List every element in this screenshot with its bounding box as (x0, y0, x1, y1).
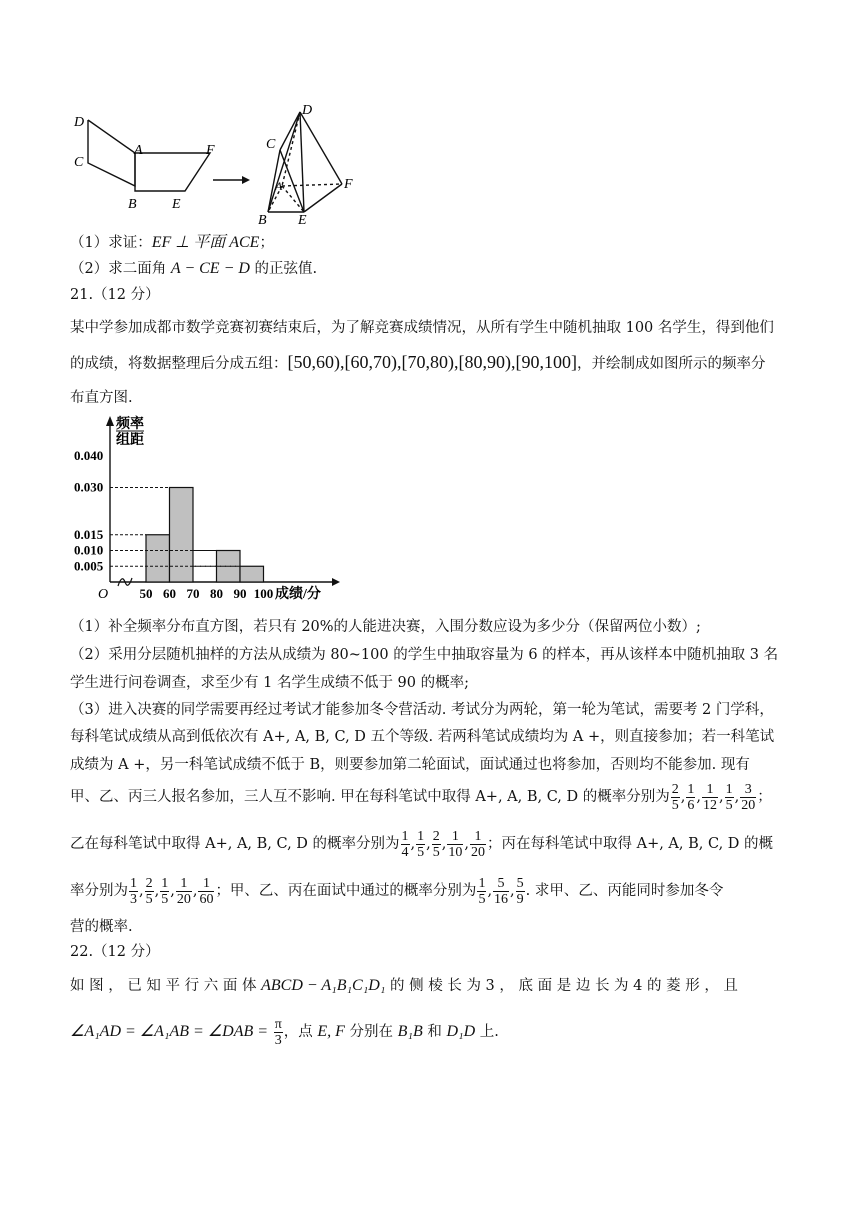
q21-intro-line1: 某中学参加成都市数学竞赛初赛结束后，为了解竞赛成绩情况，从所有学生中随机抽取 100 名学生，得到他们 (70, 320, 774, 336)
x-tick-label: 90 (233, 586, 247, 601)
jia-fraction (702, 782, 718, 813)
q22-number: 22.（12 分） (70, 944, 160, 960)
bing-fraction-numerator: 1 (198, 876, 214, 892)
y-tick-label: 0.010 (74, 542, 104, 558)
axis-break-icon (118, 578, 132, 586)
q20-part2-text: （2）求二面角 (70, 261, 167, 277)
q21-sub3-interview-text: ；甲、乙、丙在面试中通过的概率分别为 (215, 883, 477, 899)
bing-fraction-denominator: 20 (176, 891, 191, 907)
yi-fraction (447, 829, 463, 860)
interview-probabilities (476, 875, 525, 907)
q21-sub3-line4 (70, 775, 772, 819)
q22-line1-b: 的 侧 棱 长 为 3 ， 底 面 是 边 长 为 4 的 菱 形 ， 且 (390, 978, 738, 994)
interview-fraction-denominator: 5 (478, 891, 486, 907)
right-label-f: F (344, 177, 353, 192)
q22-line2-d: 分别在 (349, 1024, 394, 1040)
comma: , (154, 883, 160, 899)
jia-fraction-denominator: 5 (725, 797, 733, 813)
q20-part1-end: ； (259, 235, 274, 251)
q21-sub2-line2: 学生进行问卷调查，求至少有 1 名学生成绩不低于 90 的概率; (70, 675, 469, 691)
x-tick-label: 80 (210, 586, 223, 601)
x-axis-arrow-icon (332, 578, 340, 586)
jia-fraction (725, 782, 734, 813)
q20-part2-end: 的正弦值. (254, 261, 318, 277)
frequency-histogram (70, 414, 340, 604)
comma: , (718, 789, 724, 805)
right-label-e: E (298, 213, 307, 228)
comma: , (410, 836, 416, 852)
interview-fraction (493, 876, 509, 907)
jia-fraction-denominator: 20 (741, 797, 756, 813)
fold-arrow-icon (213, 176, 250, 184)
y-tick-label: 0.015 (74, 526, 104, 542)
jia-fraction-numerator: 1 (725, 781, 733, 797)
x-axis-label: 成绩/分 (275, 587, 321, 602)
yi-fraction-denominator: 5 (432, 844, 440, 860)
q22-angle-value (274, 1017, 283, 1048)
jia-probabilities (670, 781, 757, 813)
bing-fraction-denominator: 5 (145, 891, 153, 907)
q22-edge-d1d: D₁D (446, 1023, 476, 1040)
comma: , (170, 883, 175, 899)
comma: , (734, 789, 740, 805)
left-label-b: B (128, 197, 137, 212)
jia-fraction (740, 782, 756, 813)
interview-fraction-denominator: 9 (516, 891, 524, 907)
yi-probabilities (400, 828, 487, 860)
yi-fraction-denominator: 5 (417, 844, 425, 860)
y-tick-label: 0.040 (74, 448, 104, 463)
bing-fraction-denominator: 3 (130, 891, 137, 907)
yi-fraction-denominator: 10 (448, 844, 463, 860)
q21-intro-2a: 的成绩，将数据整理后分成五组： (70, 356, 288, 372)
x-tick-label: 100 (253, 586, 274, 601)
q21-sub3-bing-text: 率分别为 (70, 883, 128, 899)
bing-fraction-numerator: 1 (130, 875, 137, 891)
origin-label: O (98, 587, 109, 602)
comma: , (192, 883, 198, 899)
q21-sub3-line3: 成绩为 A +，另一科笔试成绩不低于 B，则要参加第二轮面试，面试通过也将参加，否则均不能参加. 现有 (70, 757, 750, 773)
jia-fraction-denominator: 5 (671, 797, 679, 813)
q22-line2-f: 和 (427, 1024, 442, 1040)
q21-sub3-line7: 营的概率. (70, 919, 133, 935)
bing-fraction (129, 876, 138, 907)
q20-part1-math: EF ⊥ 平面 ACE (151, 234, 260, 251)
bing-fraction-numerator: 1 (176, 876, 192, 892)
jia-fraction-numerator: 3 (740, 782, 756, 798)
histogram-bar (146, 535, 170, 582)
jia-fraction-numerator: 1 (687, 781, 695, 797)
bing-fraction (198, 876, 214, 907)
yi-fraction (416, 829, 425, 860)
comma: , (680, 789, 686, 805)
yi-fraction-numerator: 1 (447, 829, 463, 845)
q22-angle-den: 3 (274, 1032, 282, 1048)
comma: , (487, 883, 493, 899)
yi-fraction-denominator: 4 (401, 844, 409, 860)
left-label-f: F (206, 143, 215, 158)
right-label-a: A (275, 179, 283, 193)
histogram-bar (240, 566, 264, 582)
q22-line1-a: 如 图 ， 已 知 平 行 六 面 体 (70, 978, 257, 994)
q22-points: E, F (317, 1023, 345, 1040)
interview-fraction-numerator: 5 (493, 876, 509, 892)
interview-fraction-numerator: 1 (478, 875, 486, 891)
q21-sub3-line2: 每科笔试成绩从高到低依次有 A+, A, B, C, D 五个等级. 若两科笔试成绩均为 A +，则直接参加；若一科笔试 (70, 729, 775, 745)
folded-solid (268, 112, 342, 212)
q21-sub1: （1）补全频率分布直方图，若只有 20%的人能进决赛，入围分数应设为多少分（保留两位小数）; (70, 619, 701, 635)
left-label-c: C (74, 155, 84, 170)
q21-sub3-jia-text: 甲、乙、丙三人报名参加，三人互不影响. 甲在每科笔试中取得 A+, A, B, C, D 的概率分别为 (70, 789, 670, 805)
comma: , (441, 836, 447, 852)
bing-fraction-numerator: 2 (145, 875, 153, 891)
q21-sub3-jia-end: ； (757, 789, 772, 805)
yi-fraction-numerator: 2 (432, 828, 440, 844)
y-tick-label: 0.005 (74, 558, 104, 574)
right-label-c: C (266, 137, 276, 152)
yi-fraction-numerator: 1 (417, 828, 425, 844)
comma: , (510, 883, 515, 899)
q21-sub3-yi-text: 乙在每科笔试中取得 A+, A, B, C, D 的概率分别为 (70, 836, 400, 852)
left-label-a: A (134, 143, 143, 158)
q20-part2-math: A − CE − D (170, 260, 250, 277)
interview-fraction (477, 876, 486, 907)
q22-angle-num: π (274, 1016, 282, 1032)
q21-intro-line2 (70, 352, 765, 374)
y-axis-label-top: 频率 (116, 417, 144, 432)
bing-probabilities (128, 875, 215, 907)
histogram-bar (170, 488, 194, 583)
bing-fraction (160, 876, 169, 907)
q20-part1-text: （1）求证： (70, 235, 152, 251)
right-label-d: D (302, 103, 313, 118)
q21-intro-2b: ，并绘制成如图所示的频率分 (576, 356, 766, 372)
comma: , (426, 836, 431, 852)
x-tick-label: 70 (186, 586, 200, 601)
comma: , (139, 883, 144, 899)
folding-figure (70, 98, 370, 230)
y-axis-label-bottom: 组距 (116, 433, 144, 448)
bing-fraction-denominator: 5 (161, 891, 169, 907)
jia-fraction (671, 782, 680, 813)
comma: , (464, 836, 469, 852)
q21-sub3-line1: （3）进入决赛的同学需要再经过考试才能参加冬令营活动. 考试分为两轮，第一轮为笔试，需要考 2 门学科， (70, 702, 774, 718)
interview-fraction-denominator: 16 (494, 891, 509, 907)
q22-line2-b: ，点 (283, 1024, 313, 1040)
comma: , (696, 789, 701, 805)
yi-fraction (401, 829, 410, 860)
yi-fraction (470, 829, 486, 860)
q22-line2-h: 上. (479, 1024, 499, 1040)
q21-intervals: [50,60),[60,70),[70,80),[80,90),[90,100] (287, 352, 577, 372)
q21-sub3-line6 (70, 869, 723, 913)
planar-figure (88, 120, 210, 191)
q20-part2 (70, 259, 317, 279)
jia-fraction-numerator: 2 (671, 781, 679, 797)
q21-sub3-line6-end: . 求甲、乙、丙能同时参加冬令 (525, 883, 724, 899)
yi-fraction-denominator: 20 (470, 844, 485, 860)
yi-fraction (432, 829, 441, 860)
q22-angle-equation: ∠A₁AD = ∠A₁AB = ∠DAB = (70, 1023, 269, 1040)
q21-sub3-line5 (70, 822, 773, 866)
q22-line2 (70, 1010, 499, 1054)
q21-sub3-bing-intro: ；丙在每科笔试中取得 A+, A, B, C, D 的概 (486, 836, 774, 852)
q22-line1 (70, 976, 738, 996)
yi-fraction-numerator: 1 (401, 828, 409, 844)
left-label-e: E (172, 197, 181, 212)
jia-fraction-denominator: 12 (702, 797, 717, 813)
jia-fraction-denominator: 6 (687, 797, 695, 813)
q21-intro-line3: 布直方图. (70, 390, 133, 406)
q20-part1 (70, 233, 274, 253)
left-label-d: D (74, 115, 85, 130)
q21-sub2-line1: （2）采用分层随机抽样的方法从成绩为 80~100 的学生中抽取容量为 6 的样本，再从该样本中随机抽取 3 名 (70, 647, 779, 663)
yi-fraction-numerator: 1 (470, 829, 486, 845)
y-axis-arrow-icon (106, 416, 114, 426)
q22-edge-b1b: B₁B (397, 1023, 423, 1040)
jia-fraction (686, 782, 695, 813)
interview-fraction (516, 876, 525, 907)
bing-fraction (145, 876, 154, 907)
q22-solid-name: ABCD − A₁B₁C₁D₁ (261, 977, 386, 994)
x-tick-label: 60 (163, 586, 176, 601)
interview-fraction-numerator: 5 (516, 875, 524, 891)
bing-fraction-numerator: 1 (161, 875, 169, 891)
y-tick-label: 0.030 (74, 479, 104, 495)
x-tick-label: 50 (139, 586, 153, 601)
q21-number: 21.（12 分） (70, 287, 160, 303)
bing-fraction (176, 876, 192, 907)
jia-fraction-numerator: 1 (702, 782, 718, 798)
bing-fraction-denominator: 60 (199, 891, 214, 907)
right-label-b: B (258, 213, 267, 228)
